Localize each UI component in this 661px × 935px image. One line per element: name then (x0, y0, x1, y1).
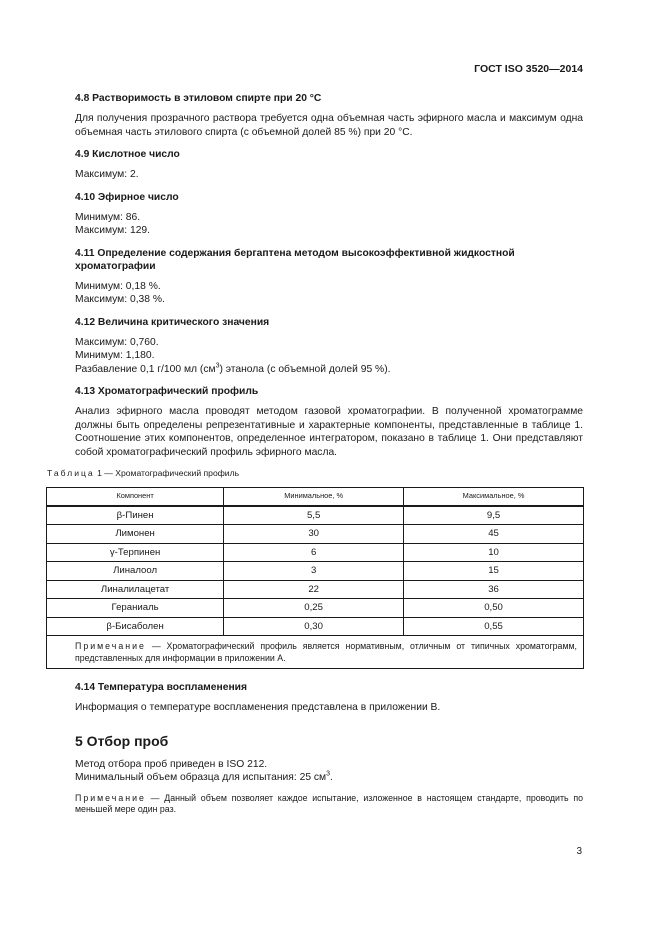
table-note (47, 636, 584, 669)
value-line: Минимум: 1,180. (75, 350, 155, 361)
value-line: Минимум: 86. (75, 211, 141, 223)
cell-min: 22 (224, 580, 404, 599)
cell-component: β-Бисаболен (47, 617, 224, 636)
cell-min: 5,5 (224, 506, 404, 525)
section-5 (75, 733, 583, 816)
page-number: 3 (576, 846, 582, 857)
cell-min: 6 (224, 543, 404, 562)
chromatographic-profile-table (46, 487, 584, 670)
cell-max: 45 (404, 525, 584, 544)
section-title: 4.11 Определение содержания бергаптена методом высокоэффективной жидкостной хроматографии (75, 247, 515, 272)
table-caption-text: 1 — Хроматографический профиль (97, 468, 240, 478)
section-title: 4.12 Величина критического значения (75, 316, 270, 328)
section-title: 4.8 Растворимость в этиловом спирте при 20 °С (75, 93, 322, 104)
value-line: Максимум: 129. (75, 225, 151, 236)
section-title: 4.14 Температура воспламенения (75, 682, 248, 693)
text-run: Разбавление 0,1 г/100 мл (см (75, 363, 216, 375)
cell-min: 30 (224, 525, 404, 544)
cell-component: Линалоол (47, 562, 224, 581)
cell-component: γ-Терпинен (47, 543, 224, 562)
cell-max: 15 (404, 562, 584, 581)
cell-component: β-Пинен (47, 506, 224, 525)
section-4-13 (47, 385, 583, 669)
document-body (47, 92, 583, 816)
value-line: Метод отбора проб приведен в ISO 212. (75, 758, 268, 770)
column-header-min: Минимальное, % (224, 487, 404, 506)
table-caption-label: Таблица (47, 468, 95, 478)
cell-max: 10 (404, 543, 584, 562)
note-label: Примечание (75, 792, 146, 803)
table-caption (47, 467, 583, 481)
section-4-10 (75, 191, 583, 238)
text-run: ) этанола (с объемной долей 95 %). (219, 363, 391, 375)
cell-component: Линалилацетат (47, 580, 224, 599)
table-row (47, 599, 584, 618)
table-row (47, 580, 584, 599)
section-title: 4.9 Кислотное число (75, 149, 180, 160)
column-header-component: Компонент (47, 487, 224, 506)
cell-max: 0,50 (404, 599, 584, 618)
value-line: Максимум: 0,38 %. (75, 294, 165, 305)
text-run: . (330, 772, 333, 783)
paragraph: Информация о температуре воспламенения представлена в приложении В. (75, 702, 441, 713)
table-header-row (47, 487, 584, 506)
cell-min: 0,25 (224, 599, 404, 618)
cell-max: 9,5 (404, 506, 584, 525)
section-4-9 (75, 148, 583, 182)
paragraph: Для получения прозрачного раствора требуется одна объемная часть эфирного масла и максимум одна объемная часть этилового спирта (с объемной долей 85 %) при 20 °С. (75, 113, 583, 138)
superscript: 3 (326, 770, 331, 778)
table-note-row (47, 636, 584, 669)
section-title: 4.10 Эфирное число (75, 191, 179, 203)
note-label: Примечание (75, 641, 146, 651)
table-row (47, 525, 584, 544)
value-line: Минимум: 0,18 %. (75, 280, 161, 292)
cell-component: Лимонен (47, 525, 224, 544)
value-line: Максимум: 0,760. (75, 336, 159, 348)
section-4-14 (75, 681, 583, 715)
note-text: — Данный объем позволяет каждое испытание, изложенное в настоящем стандарте, проводить по меньшей мере один раз. (75, 792, 583, 814)
cell-max: 36 (404, 580, 584, 599)
cell-min: 0,30 (224, 617, 404, 636)
section-4-8 (75, 92, 583, 139)
table-row (47, 562, 584, 581)
section-4-12 (75, 316, 583, 377)
text-run: Минимальный объем образца для испытания: 25 см (75, 772, 327, 783)
superscript: 3 (215, 362, 220, 370)
value-line: Максимум: 2. (75, 169, 139, 180)
document-header: ГОСТ ISO 3520—2014 (474, 63, 583, 75)
cell-component: Гераниаль (47, 599, 224, 618)
table-row (47, 506, 584, 525)
cell-min: 3 (224, 562, 404, 581)
table-row (47, 543, 584, 562)
note-text: — Хроматографический профиль является нормативным, отличным от типичных хроматограмм, представленных для информации в приложении А. (75, 641, 577, 663)
column-header-max: Максимальное, % (404, 487, 584, 506)
section-note (75, 793, 583, 816)
table-row (47, 617, 584, 636)
value-line (75, 363, 583, 377)
section-4-11 (75, 247, 583, 307)
cell-max: 0,55 (404, 617, 584, 636)
section-title: 5 Отбор проб (75, 732, 169, 749)
value-line (75, 771, 583, 785)
paragraph: Анализ эфирного масла проводят методом газовой хроматографии. В полученной хроматограмме должны быть определены репрезентативные и характерные компоненты, представленные в таблице 1. Соотношение этих компонентов, определенное интегратором, показано в таблице 1. Они представляют собой хроматографический профиль эфирного масла. (75, 406, 583, 458)
section-title: 4.13 Хроматографический профиль (75, 386, 259, 397)
